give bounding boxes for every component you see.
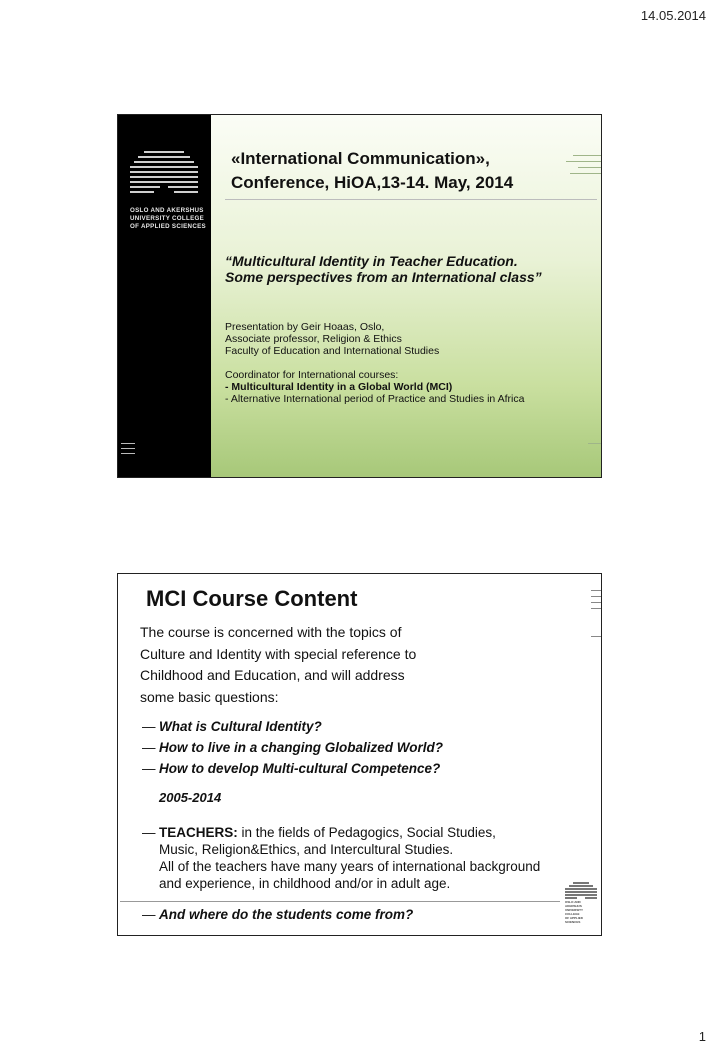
college-logo-small: OSLO AND AKERSHUS UNIVERSITY COLLEGE OF APPLIED SCIENCES	[565, 882, 597, 924]
coordinator-info: Coordinator for International courses: - Multicultural Identity in a Global World (MCI) - Alternative International period of Practice and Studies in Africa	[225, 369, 525, 405]
list-item: — What is Cultural Identity?	[142, 716, 592, 737]
slide-title: MCI Course Content	[146, 586, 358, 611]
presenter-info: Presentation by Geir Hoaas, Oslo, Associate professor, Religion & Ethics Faculty of Education and International Studies	[225, 321, 440, 357]
title-divider	[225, 199, 597, 200]
page-number: 1	[698, 1029, 706, 1044]
logo-panel	[118, 115, 211, 477]
teachers-item: — TEACHERS: in the fields of Pedagogics, Social Studies, Music, Religion&Ethics, and Intercultural Studies. All of the teachers have many years of international background and experience, in childhood and/or in adult age.	[142, 824, 602, 892]
year-range: 2005-2014	[159, 790, 222, 805]
college-logo-icon	[130, 151, 200, 201]
question-list	[142, 716, 592, 779]
presentation-title: “Multicultural Identity in Teacher Education. Some perspectives from an International class”	[225, 253, 542, 285]
divider	[120, 901, 560, 902]
college-logo-text: OSLO AND AKERSHUS UNIVERSITY COLLEGE OF APPLIED SCIENCES	[130, 207, 206, 230]
page-date: 14.05.2014	[640, 8, 706, 23]
students-question: — And where do the students come from?	[142, 907, 413, 922]
conference-title: «International Communication», Conference, HiOA,13-14. May, 2014	[231, 149, 514, 192]
list-item: — How to live in a changing Globalized World?	[142, 737, 592, 758]
menu-lines-icon	[121, 443, 135, 458]
course-intro: The course is concerned with the topics of Culture and Identity with special reference to Childhood and Education, and will address some basic questions:	[140, 624, 417, 705]
title-slide	[117, 114, 602, 478]
course-content-slide	[117, 573, 602, 936]
college-logo-icon	[565, 882, 597, 900]
list-item: — How to develop Multi-cultural Competence?	[142, 758, 592, 779]
